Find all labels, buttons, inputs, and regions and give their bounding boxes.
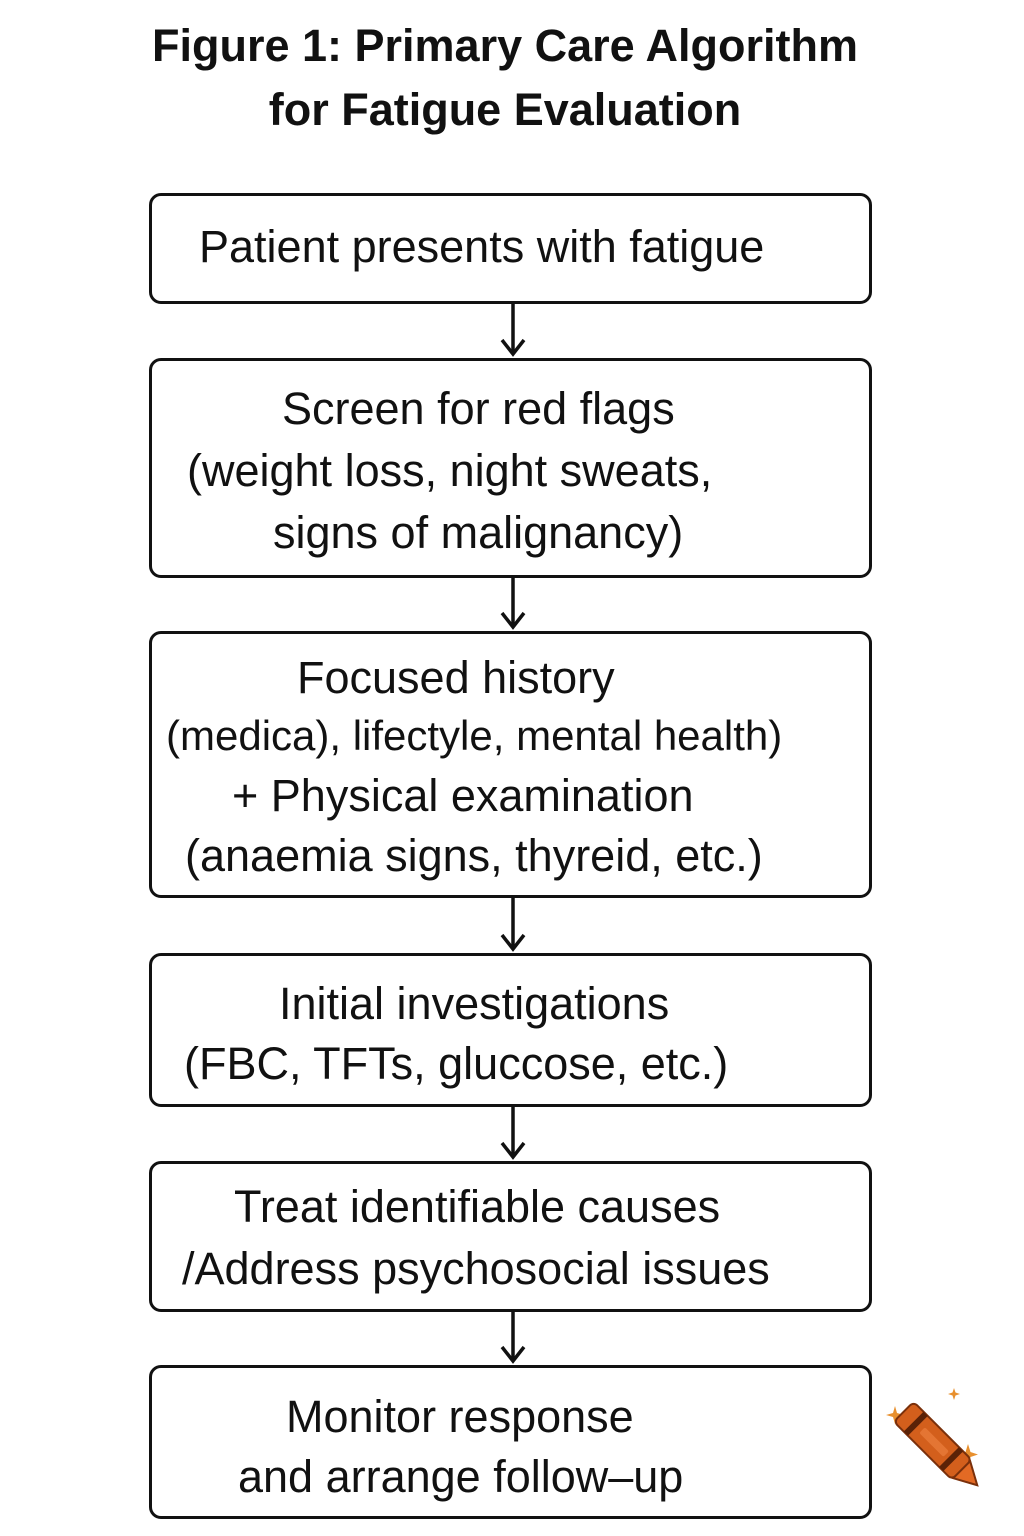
step-3-line-2: (medica), lifectyle, mental health) xyxy=(166,712,783,759)
flow-arrow-2 xyxy=(496,578,530,631)
step-history-exam-box xyxy=(149,631,872,898)
arrow-down-icon xyxy=(496,578,530,631)
flow-arrow-4 xyxy=(496,1107,530,1161)
step-2-line-3: signs of malignancy) xyxy=(273,507,684,558)
figure-title-line-1: Figure 1: Primary Care Algorithm xyxy=(151,20,858,71)
flow-arrow-1 xyxy=(496,304,530,358)
crayon-icon xyxy=(870,1378,995,1503)
arrow-down-icon xyxy=(496,1107,530,1161)
arrow-down-icon xyxy=(496,898,530,953)
step-3-line-1: Focused history xyxy=(297,652,615,703)
step-patient-presents-box xyxy=(149,193,872,304)
step-6-line-1: Monitor response xyxy=(286,1391,634,1442)
step-investigations-box xyxy=(149,953,872,1107)
step-3-line-3: + Physical examination xyxy=(232,770,694,821)
figure-title xyxy=(0,14,1010,142)
figure-title-line-2: for Fatigue Evaluation xyxy=(268,84,742,135)
step-treat-causes-box xyxy=(149,1161,872,1312)
step-5-line-2: /Address psychosocial issues xyxy=(182,1243,770,1294)
step-5-line-1: Treat identifiable causes xyxy=(234,1181,721,1232)
step-monitor-followup-box xyxy=(149,1365,872,1519)
step-2-line-1: Screen for red flags xyxy=(282,383,675,434)
arrow-down-icon xyxy=(496,1312,530,1365)
step-6-line-2: and arrange follow–up xyxy=(238,1451,684,1502)
step-4-line-2: (FBC, TFTs, gluccose, etc.) xyxy=(184,1038,729,1089)
step-4-line-1: Initial investigations xyxy=(279,978,670,1029)
step-3-line-4: (anaemia signs, thyreid, etc.) xyxy=(185,830,763,881)
step-red-flags-box xyxy=(149,358,872,578)
flow-arrow-5 xyxy=(496,1312,530,1365)
step-2-line-2: (weight loss, night sweats, xyxy=(187,445,713,496)
step-1-text: Patient presents with fatigue xyxy=(199,221,765,272)
flow-arrow-3 xyxy=(496,898,530,953)
arrow-down-icon xyxy=(496,304,530,358)
